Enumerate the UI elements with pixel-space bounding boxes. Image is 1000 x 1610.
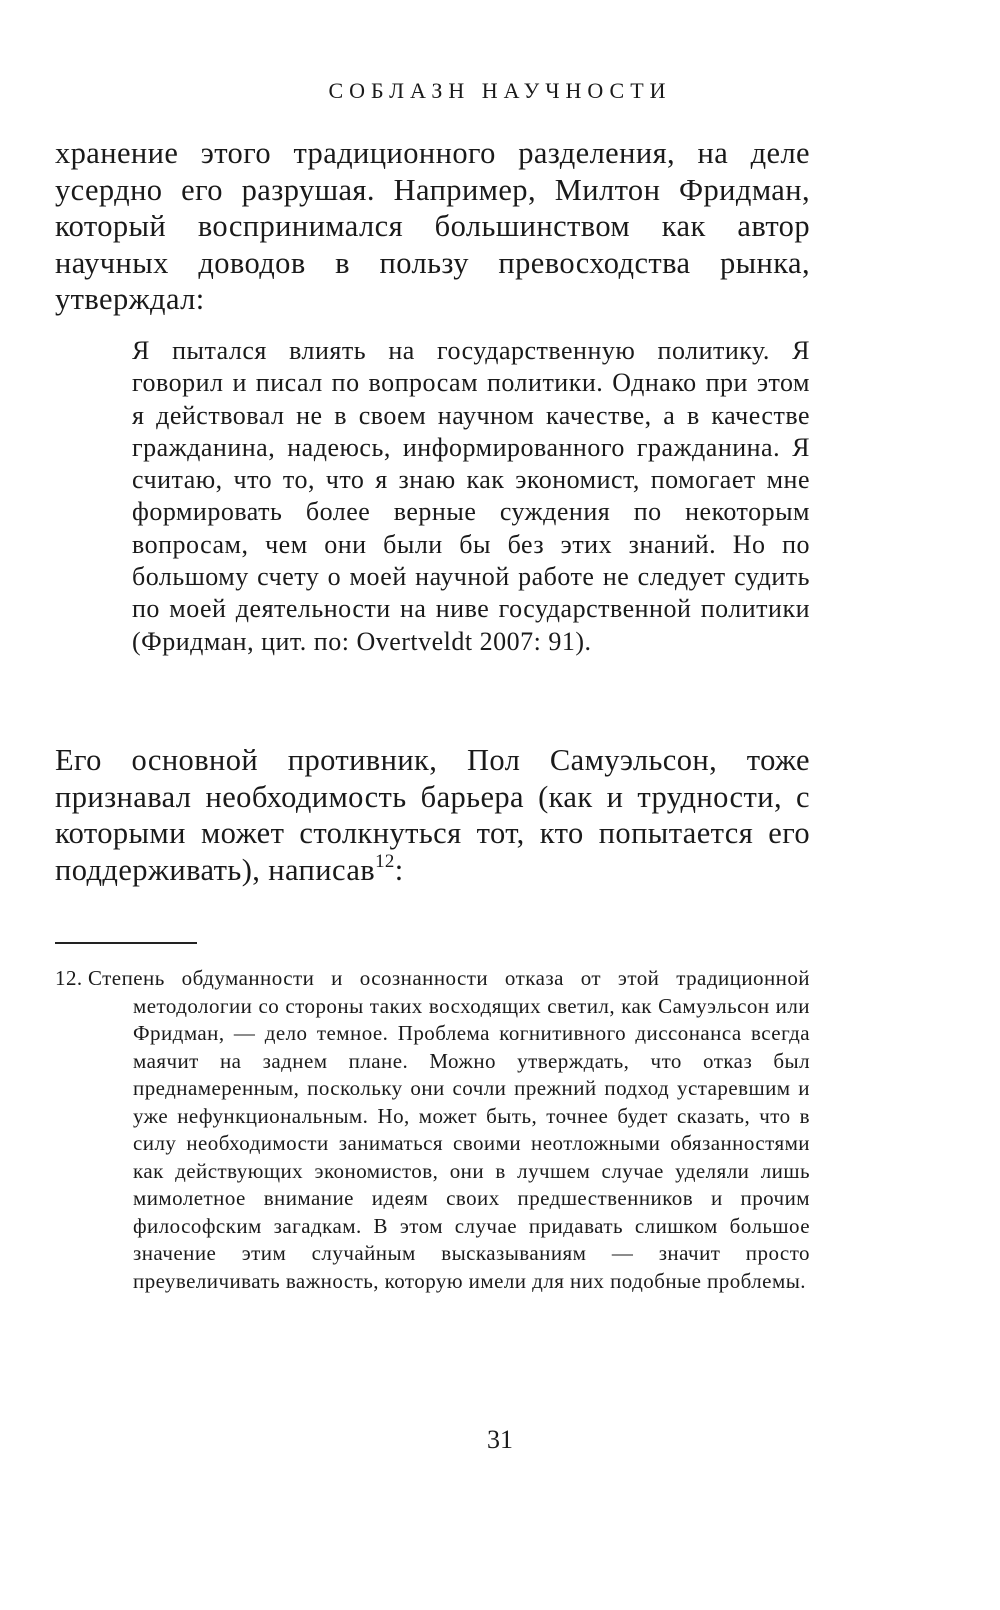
footnote	[55, 965, 810, 1295]
footnote-number: 12.	[55, 966, 83, 990]
page-number: 31	[487, 1425, 513, 1454]
footnote-text: Степень обдуманности и осознанности отказа от этой традиционной методологии со стороны таких восходящих светил, как Самуэльсон или Фридман, — дело темное. Проблема когнитивного диссонанса всегда маячит на заднем плане. Можно утверждать, что отказ был преднамеренным, поскольку они сочли прежний подход устаревшим и уже нефункциональным. Но, может быть, точнее будет сказать, что в силу необходимости заниматься своими неотложными обязанностями как действующих экономистов, они в лучшем случае уделяли лишь мимолетное внимание идеям своих предшественников и прочим философским загадкам. В этом случае придавать слишком большое значение этим случайным высказываниям — значит просто преувеличивать важность, которую имели для них подобные проблемы.	[88, 966, 810, 1293]
footnote-reference: 12	[375, 850, 395, 872]
footnote-divider	[55, 942, 197, 944]
body-paragraph-1: хранение этого традиционного разделения, на деле усердно его разрушая. Например, Милтон Фридман, который воспринимался большинством как автор научных доводов в пользу превосходства рынка, утверждал:	[55, 136, 810, 316]
body-paragraph-2-end: :	[394, 852, 404, 887]
block-quote: Я пытался влиять на государственную политику. Я говорил и писал по вопросам политики. Однако при этом я действовал не в своем научном качестве, а в качестве гражданина, надеюсь, информированного гражданина. Я считаю, что то, что я знаю как экономист, помогает мне формировать более верные суждения по некоторым вопросам, чем они были бы без этих знаний. Но по большому счету о моей научной работе не следует судить по моей деятельности на ниве государственной политики (Фридман, цит. по: Overtveldt 2007: 91).	[132, 336, 810, 656]
body-paragraph-2	[55, 742, 810, 888]
running-head: СОБЛАЗН НАУЧНОСТИ	[328, 78, 672, 103]
body-paragraph-2-text: Его основной противник, Пол Самуэльсон, тоже признавал необходимость барьера (как и трудности, с которыми может столкнуться тот, кто попытается его поддерживать), написав	[55, 743, 810, 887]
